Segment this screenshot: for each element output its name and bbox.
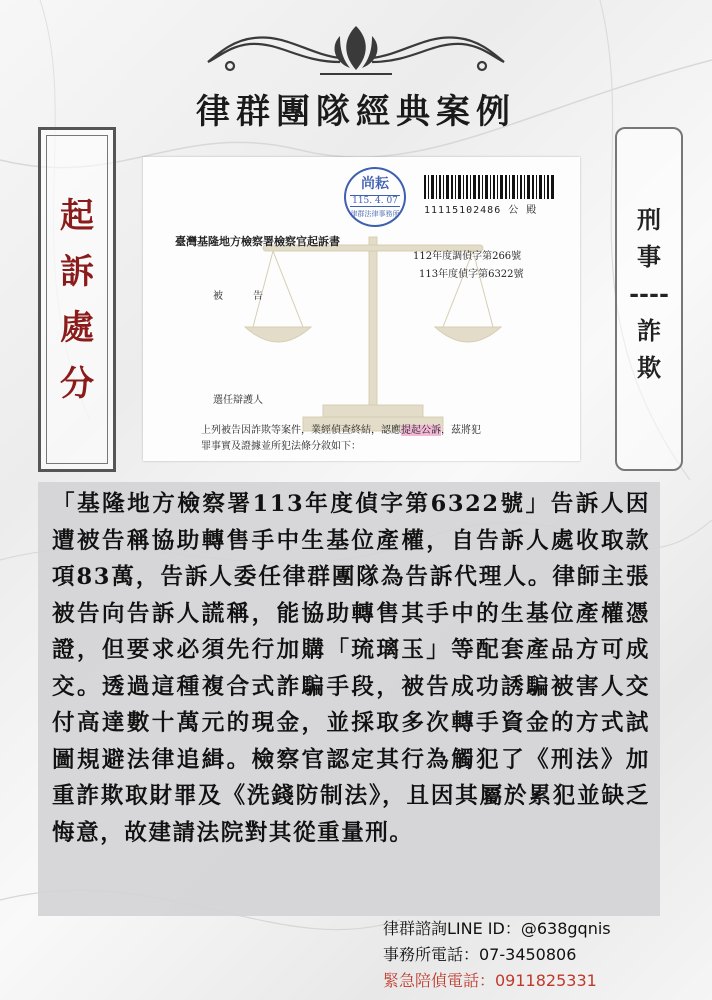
document-defendant-label: 被 告 xyxy=(213,291,263,302)
right-char-3: 詐 xyxy=(637,316,661,345)
case-type-label xyxy=(617,201,681,386)
right-category-panel xyxy=(615,127,683,471)
document-case-number-1: 112年度調偵字第266號 xyxy=(413,251,522,262)
right-char-1: 刑 xyxy=(637,205,661,234)
line-id[interactable]: 律群諮詢LINE ID：@638gqnis xyxy=(383,919,611,938)
indictment-document-image xyxy=(143,157,580,461)
indictment-label xyxy=(41,188,113,412)
barcode-digits: 11115102486 xyxy=(424,205,502,216)
barcode-suffix: 公 殿 xyxy=(508,205,538,216)
body-line-1-before: 上列被告因詐欺等案件，業經偵查終結，認應 xyxy=(201,425,401,436)
barcode-icon xyxy=(424,175,554,199)
stamp-bottom: 律群法律事務所 xyxy=(350,210,400,218)
case-summary-panel xyxy=(38,482,660,916)
contact-info xyxy=(383,916,611,994)
left-char-2: 訴 xyxy=(60,252,94,292)
body-line-1-after: ，茲將犯 xyxy=(441,425,481,436)
receipt-stamp xyxy=(344,167,406,227)
right-char-divider: ---- xyxy=(629,279,669,308)
document-case-number-2: 113年度偵字第6322號 xyxy=(419,269,524,280)
stamp-top: 尚耘 xyxy=(361,176,389,192)
page-title: 律群團隊經典案例 xyxy=(196,92,516,132)
left-char-3: 處 xyxy=(60,308,94,348)
right-char-2: 事 xyxy=(637,242,661,271)
document-body-line-1 xyxy=(201,421,481,436)
document-defense-label: 選任辯護人 xyxy=(213,395,263,406)
case-summary-text: 「基隆地方檢察署113年度偵字第6322號」告訴人因遭被告稱協助轉售手中生基位產權，自告訴人處收取款項83萬，告訴人委任律群團隊為告訴代理人。律師主張被告向告訴人謊稱，能協助轉售其手中的生基位產權憑證，但要求必須先行加購「琉璃玉」等配套產品方可成交。透過這種複合式詐騙手段，被告成功誘騙被害人交付高達數十萬元的現金，並採取多次轉手資金的方式試圖規避法律追緝。檢察官認定其行為觸犯了《刑法》加重詐欺取財罪及《洗錢防制法》，且因其屬於累犯並缺乏悔意，故建請法院對其從重量刑。 xyxy=(52,491,650,846)
right-char-4: 欺 xyxy=(637,353,661,382)
barcode-number xyxy=(424,201,537,216)
office-phone[interactable]: 事務所電話：07-3450806 xyxy=(383,945,577,964)
urgent-phone[interactable]: 緊急陪偵電話：0911825331 xyxy=(383,971,597,990)
body-line-1-highlight: 提起公訴 xyxy=(401,425,441,436)
left-char-1: 起 xyxy=(60,196,94,236)
left-category-panel xyxy=(38,127,116,472)
stamp-date: 115. 4. 07 xyxy=(350,195,400,207)
decorative-ornament-icon xyxy=(190,22,522,84)
document-body-line-2: 罪事實及證據並所犯法條分敘如下： xyxy=(201,441,361,452)
left-char-4: 分 xyxy=(60,364,94,404)
document-office-title: 臺灣基隆地方檢察署檢察官起訴書 xyxy=(175,235,340,248)
